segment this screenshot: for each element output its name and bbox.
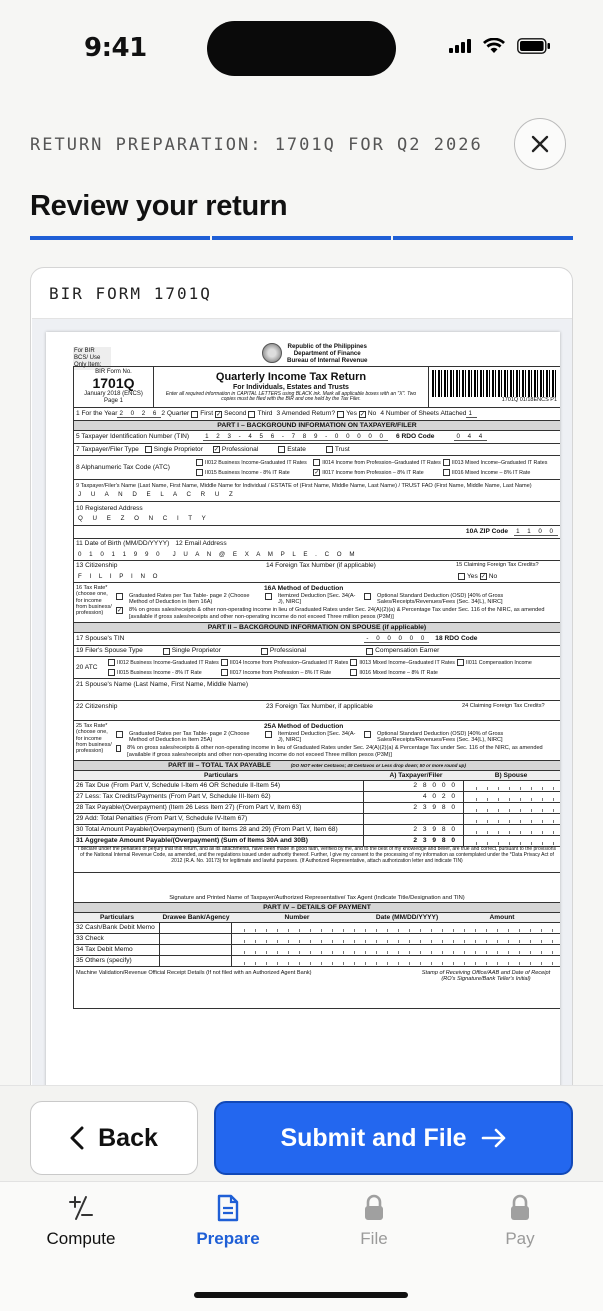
tax-line-label: 31 Aggregate Amount Payable/(Overpayment) (Sum of Items 30A and 30B) <box>74 836 364 846</box>
form-page <box>46 332 560 1152</box>
tax-line-label: 27 Less: Tax Credits/Payments (From Part V, Schedule III-Item 62) <box>74 792 364 802</box>
payment-rows <box>73 923 560 967</box>
flow-eyebrow: RETURN PREPARATION: 1701Q FOR Q2 2026 <box>30 135 483 155</box>
zip-row: 10A ZIP Code 1 1 0 0 <box>73 526 560 539</box>
lock-icon <box>509 1194 531 1222</box>
filer-type-row: 7 Taxpayer/Filer Type Single Proprietor ✓ Professional Estate Trust <box>73 444 560 456</box>
status-time: 9:41 <box>84 33 147 63</box>
tab-prepare[interactable]: Prepare <box>168 1194 288 1249</box>
spouse-value <box>466 816 558 823</box>
part3-header: PART III – TOTAL TAX PAYABLE (DO NOT enter Centavos; 49 Centavos or Less drop down; 50 or more round up) <box>73 761 560 771</box>
citizenship-row: 13 Citizenship 14 Foreign Tax Number (if applicable) 15 Claiming Foreign Tax Credits? F I L I P I N O Yes ✓ No <box>73 561 560 583</box>
payment-row <box>73 945 560 956</box>
tax-line-value <box>364 814 464 824</box>
part2-header: PART II – BACKGROUND INFORMATION ON SPOUSE (if applicable) <box>73 623 560 633</box>
name-row: 9 Taxpayer/Filer's Name (Last Name, First Name, Middle Name for Individual / ESTATE of (First Name, Middle Name, Last Name) / TRUST FAO (First Name, Middle Name, Last Name) J U A N D E L A C R U Z <box>73 480 560 502</box>
atc-ii017-check: ✓ <box>314 470 320 476</box>
tax-line-row <box>73 803 560 814</box>
close-button[interactable] <box>514 118 566 170</box>
tax-line-row <box>73 792 560 803</box>
form-agency-header <box>73 342 560 366</box>
tax-line-label: 30 Total Amount Payable/(Overpayment) (Sum of Items 28 and 29) (From Part V, Item 68) <box>74 825 364 835</box>
document-viewer[interactable] <box>32 318 572 1167</box>
progress-segment <box>30 236 210 240</box>
close-icon <box>531 135 549 153</box>
bir-seal-icon <box>262 343 282 363</box>
tax-rate-options: 16A Method of Deduction Graduated Rates per Tax Table- page 2 (Choose Method of Deduction in Item 16A) Itemized Deduction [Sec. 34(A-J), NIRC] Optional Standard Deduction (OSD) [40% of Gross Sales/Receipts/Revenues/Fees (Sec. 34(L), NIRC] ✓ 8% on gross sales/receipts & other non-operating income in lieu of Graduated Rates under Sec. 24(A)(2)(a) & Percentage Tax under Sec. 116 of the NIRC, as amended [available if gross sales/receipts and other non-operating income do not exceed Three million pesos (P3M)] <box>117 585 545 620</box>
spouse-value <box>466 838 558 845</box>
arrow-right-icon <box>481 1128 507 1148</box>
chevron-left-icon <box>70 1126 84 1150</box>
lock-icon <box>363 1194 385 1222</box>
form-preview-card <box>30 267 573 1167</box>
tab-pay[interactable]: Pay <box>460 1194 580 1249</box>
tax-lines <box>73 781 560 847</box>
atc-options: II012 Business Income-Graduated IT Rates II014 Income from Profession–Graduated IT Rates II013 Mixed Income–Graduated IT Rates II015 Business Income - 8% IT Rate ✓ II017 Income from Profession – 8% IT Rate II016 Mixed Income – 8% IT Rate <box>194 459 558 476</box>
quarter-second-check: ✓ <box>216 411 222 418</box>
bir-use-box: For BIR BCS/ Use Only Item: <box>73 347 111 370</box>
part3-columns: Particulars A) Taxpayer/Filer B) Spouse <box>73 771 560 781</box>
amended-no-check: ✓ <box>359 411 365 418</box>
status-bar <box>0 0 603 96</box>
home-indicator <box>194 1292 408 1298</box>
step-progress <box>30 236 573 240</box>
spouse-name-row: 21 Spouse's Name (Last Name, First Name, Middle Name) <box>73 679 560 701</box>
document-icon <box>216 1194 240 1222</box>
atc-row: 8 Alphanumeric Tax Code (ATC) II012 Business Income-Graduated IT Rates II014 Income from Profession–Graduated IT Rates II013 Mixed Income–Graduated IT Rates II015 Business Income - 8% IT Rate ✓ II017 Income from Profession – 8% IT Rate II016 Mixed Income – 8% IT Rate <box>73 456 560 480</box>
bir-form-1701q <box>73 342 560 1009</box>
progress-segment <box>393 236 573 240</box>
return-period-row: 1 For the Year 2 0 2 6 2 Quarter First ✓ Second Third 3 Amended Return? Yes ✓ No 4 Number of Sheets Attached 1 <box>73 408 560 421</box>
action-bar <box>0 1085 603 1181</box>
spouse-atc-row: 20 ATC II012 Business Income-Graduated IT Rates II014 Income from Profession–Graduated IT Rates II013 Mixed Income–Graduated IT Rates II011 Compensation Income II015 Business Income - 8% IT Rate II017 Income from Profession – 8% IT Rate II016 Mixed Income – 8% IT Rate <box>73 657 560 679</box>
payment-row-label: 33 Check <box>74 934 160 944</box>
wifi-icon <box>483 38 505 54</box>
tax-rate-row: 16 Tax Rate* (choose one, for income from business/ profession) 16A Method of Deduction Graduated Rates per Tax Table- page 2 (Choose Method of Deduction in Item 16A) Itemized Deduction [Sec. 34(A-J), NIRC] Optional Standard Deduction (OSD) [40% of Gross Sales/Receipts/Revenues/Fees (Sec. 34(L), NIRC] ✓ 8% on gross sales/receipts & other non-operating income in lieu of Graduated Rates under Sec. 24(A)(2)(a) & Percentage Tax under Sec. 116 of the NIRC, as amended [available if gross sales/receipts and other non-operating income do not exceed Three million pesos (P3M)] <box>73 583 560 623</box>
barcode-icon <box>432 370 557 397</box>
submit-and-file-button[interactable] <box>214 1101 573 1175</box>
tax-line-value: 2 3 9 8 0 <box>364 836 464 846</box>
progress-segment <box>212 236 392 240</box>
tab-compute[interactable]: Compute <box>21 1194 141 1249</box>
barcode: 1701Q 01/18ENCS P1 <box>428 367 560 407</box>
spouse-value <box>466 794 558 801</box>
tax-line-row <box>73 814 560 825</box>
spouse-rate-row: 25 Tax Rate* (choose one, for income from business/ profession) 25A Method of Deduction Graduated Rates per Tax Table- page 2 (Choose Method of Deduction in Item 25A) Itemized Deduction [Sec. 34(A-J), NIRC] Optional Standard Deduction (OSD) [40% of Gross Sales/Receipts/Revenues/Fees (Sec. 34(L), NIRC] 8% on gross sales/receipts & other non-operating income in lieu of Graduated Rates under Sec. 24(A)(2)(a) & Percentage Tax under Sec. 116 of the NIRC, as amended [available if gross sales/receipts and other non-operating income do not exceed Three million pesos (P3M)] <box>73 721 560 761</box>
battery-icon <box>517 38 551 54</box>
part4-header: PART IV – DETAILS OF PAYMENT <box>73 903 560 913</box>
page-title: Review your return <box>30 190 288 222</box>
dob-email-row: 11 Date of Birth (MM/DD/YYYY) 12 Email Address 0 1 0 1 1 9 9 0 J U A N @ E X A M P L E . C O M <box>73 539 560 561</box>
spouse-tin-row: 17 Spouse's TIN - 0 0 0 0 0 18 RDO Code <box>73 633 560 646</box>
signature-line: Signature and Printed Name of Taxpayer/Authorized Representative/ Tax Agent (Indicate Title/Designation and TIN) <box>73 873 560 903</box>
tax-line-row <box>73 781 560 792</box>
tab-file[interactable]: File <box>314 1194 434 1249</box>
plus-minus-icon <box>67 1194 95 1222</box>
form-number-box: BIR Form No. 1701Q January 2018 (ENCS) Page 1 <box>74 367 154 407</box>
tax-line-label: 29 Add: Total Penalties (From Part V, Schedule IV-Item 67) <box>74 814 364 824</box>
tax-line-value: 2 8 0 0 0 <box>364 781 464 791</box>
form-title: Quarterly Income Tax Return For Individuals, Estates and Trusts Enter all required information in CAPITAL LETTERS using BLACK ink. Mark all applicable boxes with an "X". Two copies must be filed with the BIR and one held by the Tax Filer. <box>165 370 417 403</box>
payment-row <box>73 923 560 934</box>
address-row: 10 Registered Address Q U E Z O N C I T Y <box>73 502 560 526</box>
status-icons <box>449 38 551 54</box>
payment-row <box>73 956 560 967</box>
eight-percent-check: ✓ <box>117 608 123 615</box>
spouse-value <box>466 827 558 834</box>
tax-line-value: 2 3 9 8 0 <box>364 803 464 813</box>
tax-line-value: 2 3 9 8 0 <box>364 825 464 835</box>
part1-header: PART I – BACKGROUND INFORMATION ON TAXPAYER/FILER <box>73 421 560 431</box>
payment-row-label: 34 Tax Debit Memo <box>74 945 160 955</box>
professional-check: ✓ <box>213 447 219 453</box>
spouse-value <box>466 783 558 790</box>
validation-row: Machine Validation/Revenue Official Receipt Details (If not filed with an Authorized Agent Bank) Stamp of Receiving Office/AAB and Date of Receipt (RO's Signature/Bank Teller's Initial) <box>73 967 560 1009</box>
submit-label: Submit and File <box>280 1123 467 1152</box>
tax-line-row <box>73 836 560 847</box>
tax-line-value: 4 0 2 0 <box>364 792 464 802</box>
spouse-citizenship-row: 22 Citizenship 23 Foreign Tax Number, if applicable 24 Claiming Foreign Tax Credits? <box>73 701 560 721</box>
payment-row-label: 32 Cash/Bank Debit Memo <box>74 923 160 933</box>
payment-columns: Particulars Drawee Bank/Agency Number Date (MM/DD/YYYY) Amount <box>73 913 560 923</box>
spouse-type-row: 19 Filer's Spouse Type Single Proprietor Professional Compensation Earner <box>73 646 560 657</box>
tin-row: 5 Taxpayer Identification Number (TIN) 1 2 3 - 4 5 6 - 7 8 9 - 0 0 0 0 0 6 RDO Code 0 4 4 <box>73 431 560 444</box>
form-title-block <box>73 366 560 408</box>
payment-row-label: 35 Others (specify) <box>74 956 160 966</box>
spouse-value <box>466 805 558 812</box>
declaration: I declare under the penalties of perjury that this return, and all its attachments, have been made in good faith, verified by me, and to the best of my knowledge and belief, are true and correct, pursuant to the provisions of the National Internal Revenue Code, as amended, and the regulations issued under authority thereof. Further, I give my consent to the processing of my information as contemplated under the *Data Privacy Act of 2012 (R.A. No. 10173) for legitimate and lawful purposes. (If Authorized Representative, attach authorization letter and indicate TIN) <box>73 847 560 873</box>
tax-line-row <box>73 825 560 836</box>
signal-icon <box>449 39 471 53</box>
back-label: Back <box>98 1123 158 1152</box>
dynamic-island <box>207 21 396 76</box>
card-label: BIR FORM 1701Q <box>49 284 212 303</box>
agency-name: Republic of the Philippines Department of Finance Bureau of Internal Revenue <box>287 343 368 365</box>
back-button[interactable] <box>30 1101 198 1175</box>
payment-row <box>73 934 560 945</box>
tax-line-label: 26 Tax Due (From Part V, Schedule I-Item 46 OR Schedule II-Item 54) <box>74 781 364 791</box>
foreign-credit-no-check: ✓ <box>480 574 486 580</box>
tax-line-label: 28 Tax Payable/(Overpayment) (Item 26 Less Item 27) (From Part V, Item 63) <box>74 803 364 813</box>
